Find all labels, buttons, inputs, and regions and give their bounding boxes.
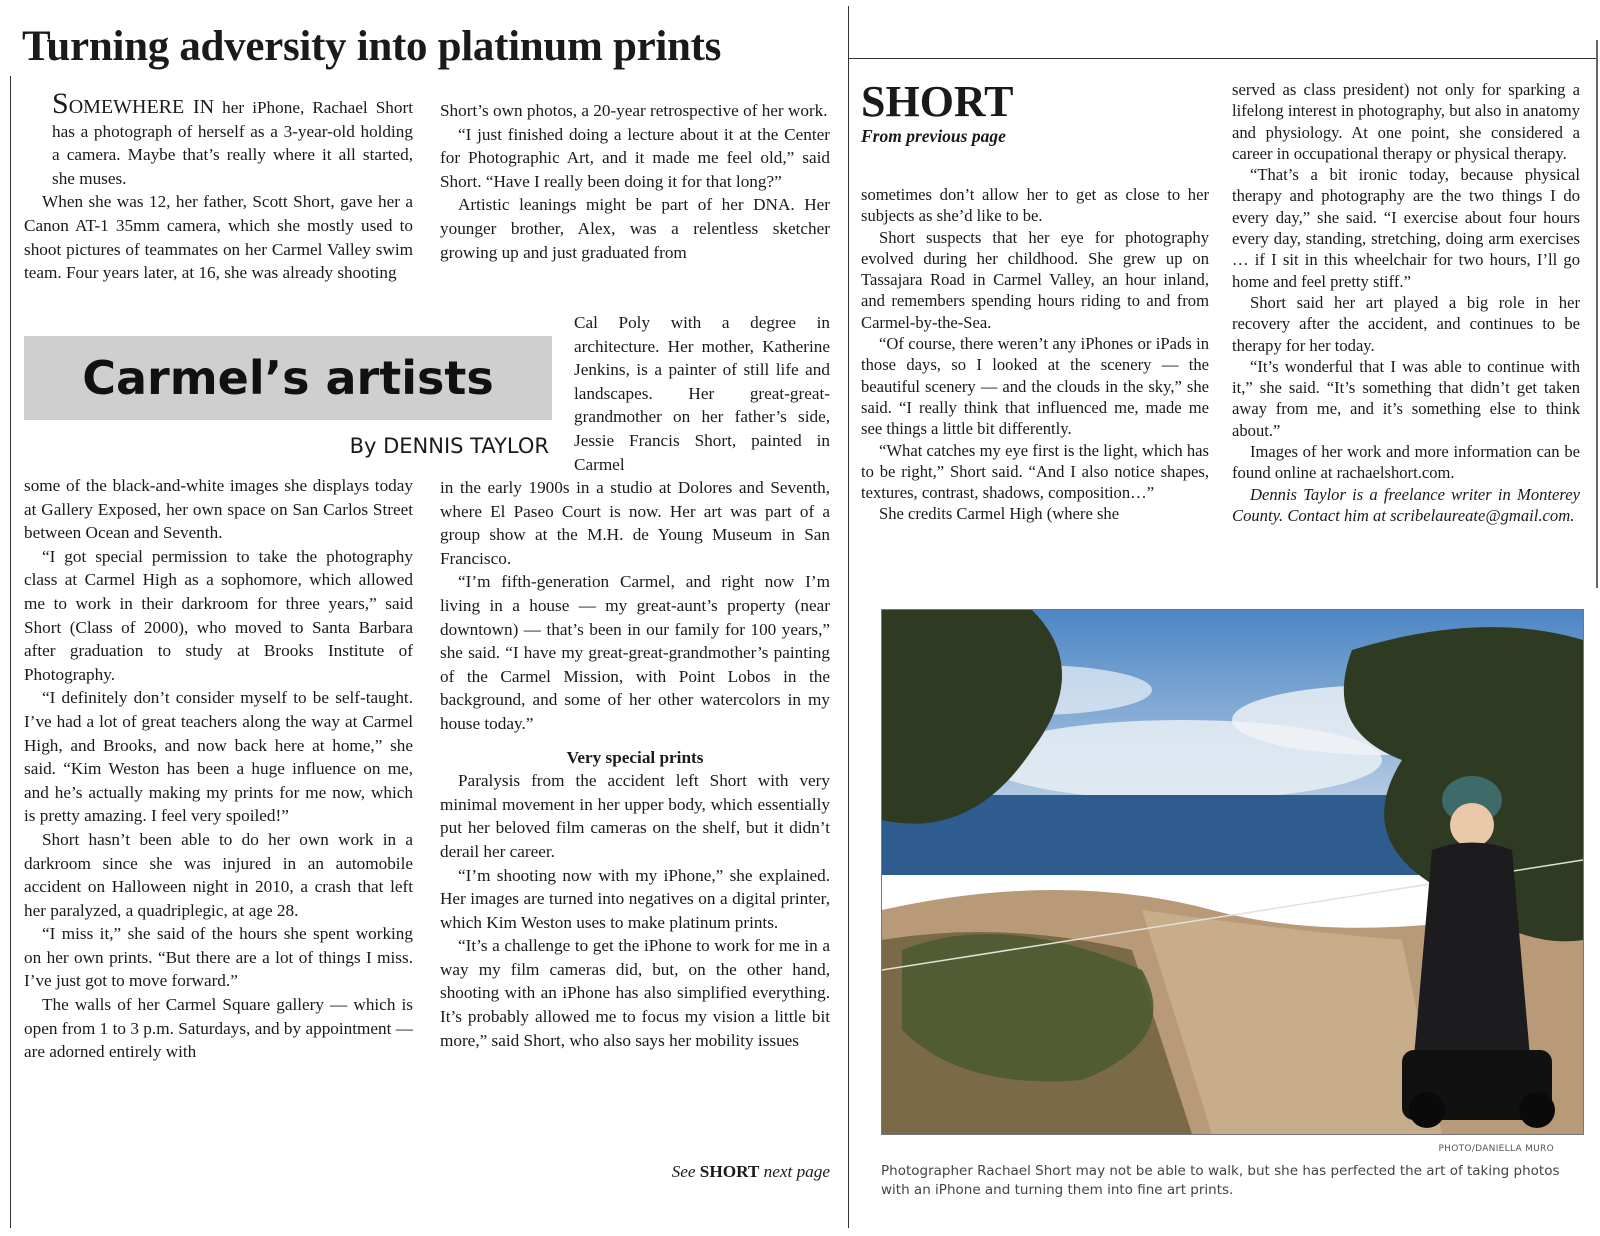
paragraph: sometimes don’t allow her to get as close to her subjects as she’d like to be. — [861, 185, 1209, 226]
paragraph: “What catches my eye first is the light, which has to be right,” Short said. “And I also notice shapes, textures, contrast, shadows, composition…” — [861, 440, 1209, 503]
column-2-bottom — [440, 476, 830, 1052]
column-4 — [1232, 79, 1580, 526]
paragraph: “I’m fifth-generation Carmel, and right now I’m living in a house — my great-aunt’s property (near downtown) — that’s been in our family for 100 years,” she said. “I have my great-great-grandmother’s painting of the Carmel Mission, with Point Lobos in the background, and some of her other watercolors in my house today.” — [440, 572, 830, 733]
paragraph: Cal Poly with a degree in architecture. Her mother, Katherine Jenkins, is a painter of still life and landscapes. Her great-great-grandmother on her father’s side, Jessie Francis Short, painted in Carmel — [574, 313, 830, 474]
column-3 — [861, 184, 1209, 525]
column-1-top — [24, 87, 413, 285]
photo-caption: Photographer Rachael Short may not be able to walk, but she has perfected the art of taking photos with an iPhone and turning them into fine art prints. — [881, 1163, 1560, 1198]
paragraph: Artistic leanings might be part of her DNA. Her younger brother, Alex, was a relentless sketcher growing up and just graduated from — [440, 195, 830, 262]
byline: By DENNIS TAYLOR — [349, 434, 549, 458]
paragraph: Short’s own photos, a 20-year retrospective of her work. — [440, 101, 828, 120]
continuation-title: SHORT — [861, 77, 1014, 126]
jump-line: See SHORT next page — [671, 1162, 830, 1181]
paragraph: “It’s a challenge to get the iPhone to work for me in a way my film cameras did, but, on the other hand, shooting with an iPhone has also simplified everything. It’s probably allowed me to focus my vision a little bit more,” said Short, who also says her mobility issues — [440, 936, 830, 1050]
photo-credit: PHOTO/DANIELLA MURO — [1438, 1144, 1554, 1154]
paragraph: “I got special permission to take the photography class at Carmel High as a sophomore, which allowed me to work in their darkroom for three years,” said Short (Class of 2000), who moved to Santa Barbara after graduation to study at Brooks Institute of Photography. — [24, 546, 413, 684]
paragraph: “I miss it,” she said of the hours she spent working on her own prints. “But there are a lot of things I miss. I’ve just got to move forward.” — [24, 924, 413, 991]
paragraph: “Of course, there weren’t any iPhones or iPads in those days, so I looked at the scenery — the beautiful scenery — and the clouds in the sky,” she said. “I really think that influenced me, made me see things a little bit differently. — [861, 334, 1209, 439]
paragraph: some of the black-and-white images she displays today at Gallery Exposed, her own space on San Carlos Street between Ocean and Seventh. — [24, 476, 413, 543]
paragraph: “I definitely don’t consider myself to be self-taught. I’ve had a lot of great teachers along the way at Carmel High, and Brooks, and now back here at home,” she said. “Kim Weston has been a huge influence on me, and he’s actually making my prints for me now, which is pretty amazing. I feel very spoiled!” — [24, 688, 413, 826]
page-divider — [848, 6, 849, 1228]
paragraph: “That’s a bit ironic today, because physical therapy and photography are the two things I do every day,” she said. “I exercise about four hours every day, standing, stretching, doing arm exercises … if I sit in this wheelchair for two hours, I’ll go home and feel pretty stiff.” — [1232, 165, 1580, 291]
article-photo — [881, 609, 1584, 1135]
column-2-narrow — [574, 311, 830, 476]
paragraph: Short said her art played a big role in her recovery after the accident, and continues to be therapy for her today. — [1232, 292, 1580, 355]
photo-illustration — [882, 610, 1583, 1134]
continuation-subtitle: From previous page — [861, 126, 1006, 146]
paragraph: Short hasn’t been able to do her own work in a darkroom since she was injured in an automobile accident on Halloween night in 2010, a crash that left her paralyzed, a quadriplegic, at age 28. — [24, 829, 413, 920]
paragraph: The walls of her Carmel Square gallery — which is open from 1 to 3 p.m. Saturdays, and by appointment — are adorned entirely with — [24, 995, 413, 1062]
paragraph: “I’m shooting now with my iPhone,” she explained. Her images are turned into negatives on a digital printer, which Kim Weston uses to make platinum prints. — [440, 865, 830, 932]
left-page-border — [10, 76, 11, 1228]
jump-word: SHORT — [699, 1162, 760, 1181]
subhead: Very special prints — [566, 747, 704, 767]
right-edge-rule — [1596, 40, 1598, 588]
paragraph: Short suspects that her eye for photography evolved during her childhood. She grew up on Tassajara Road in Carmel Valley, an hour inland, and remembers spending hours riding to and from Carmel-by-the-Sea. — [861, 227, 1209, 332]
paragraph: “I just finished doing a lecture about it at the Center for Photographic Art, and it made me feel old,” said Short. “Have I really been doing it for that long?” — [440, 124, 830, 191]
right-page-top-rule — [848, 58, 1598, 59]
paragraph: in the early 1900s in a studio at Dolores and Seventh, where El Paseo Court is now. Her art was part of a group show at the M.H. de Young Museum in San Francisco. — [440, 478, 830, 568]
column-1-bottom — [24, 474, 413, 1064]
paragraph: Images of her work and more information can be found online at rachaelshort.com. — [1232, 442, 1580, 483]
headline: Turning adversity into platinum prints — [22, 23, 722, 70]
column-2-top — [440, 99, 830, 264]
paragraph: served as class president) not only for sparking a lifelong interest in photography, but also in anatomy and physiology. At one point, she considered a career in occupational therapy or physical therapy. — [1232, 80, 1580, 163]
drop-cap: S — [52, 87, 69, 120]
lead-caps: OMEWHERE IN — [68, 96, 215, 118]
paragraph: She credits Carmel High (where she — [879, 504, 1120, 524]
paragraph: “It’s wonderful that I was able to continue with it,” she said. “It’s something that didn’t get taken away from me, and it’s something else to think about.” — [1232, 356, 1580, 440]
lead-paragraph: SOMEWHERE IN her iPhone, Rachael Short has a photograph of herself as a 3-year-old holding a camera. Maybe that’s really where it all started, she muses. — [52, 87, 413, 188]
section-kicker: Carmel’s artists — [24, 336, 552, 420]
paragraph: When she was 12, her father, Scott Short, gave her a Canon AT-1 35mm camera, which she mostly used to shoot pictures of teammates on her Carmel Valley swim team. Four years later, at 16, she was already shooting — [24, 192, 413, 283]
paragraph: Paralysis from the accident left Short with very minimal movement in her upper body, which essentially put her beloved film cameras on the shelf, but it didn’t derail her career. — [440, 771, 830, 861]
author-signoff: Dennis Taylor is a freelance writer in Monterey County. Contact him at scribelaureate@gmail.com. — [1232, 484, 1580, 525]
